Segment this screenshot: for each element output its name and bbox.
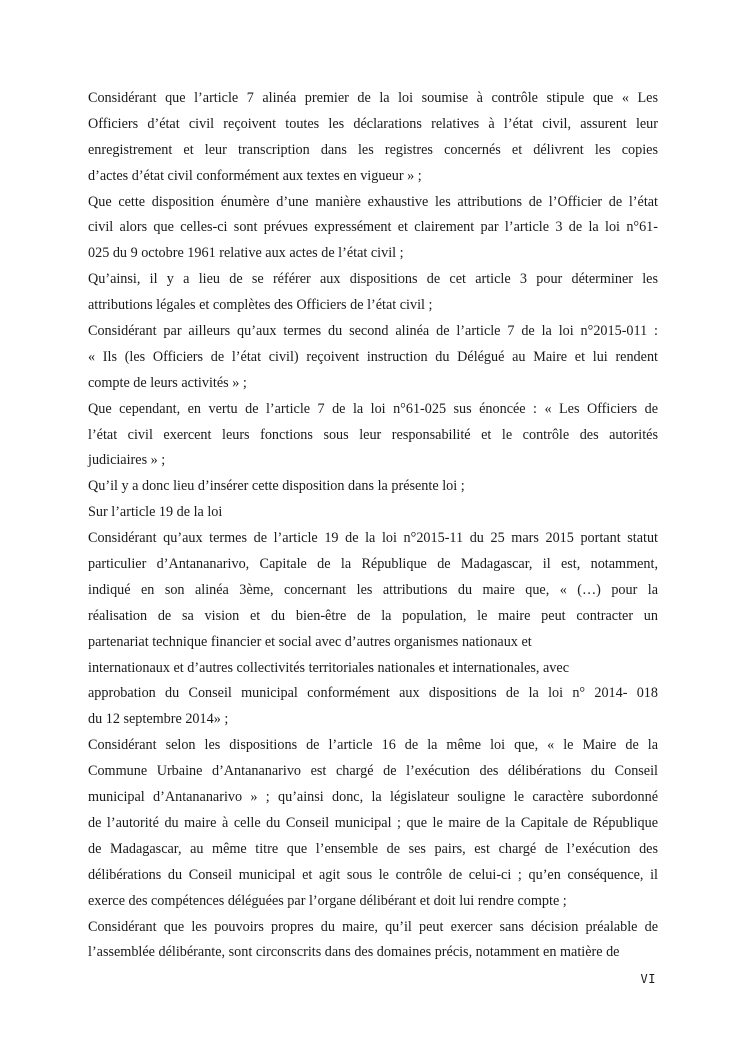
text-line: du 12 septembre 2014» ;	[88, 711, 229, 728]
text-line: Commune Urbaine d’Antananarivo est chargé de l’exécution des délibérations du Conseil	[88, 763, 658, 780]
text-line: l’assemblée délibérante, sont circonscrits dans des domaines précis, notamment en matière de	[88, 944, 620, 961]
text-line: Considérant qu’aux termes de l’article 19 de la loi n°2015-11 du 25 mars 2015 portant statut	[88, 530, 658, 547]
text-line: Que cette disposition énumère d’une manière exhaustive les attributions de l’Officier de l’état	[88, 193, 658, 210]
text-line: d’actes d’état civil conformément aux textes en vigueur » ;	[88, 167, 422, 184]
text-line: Considérant selon les dispositions de l’article 16 de la même loi que, « le Maire de la	[88, 737, 658, 754]
text-line: Considérant que l’article 7 alinéa premier de la loi soumise à contrôle stipule que « Les	[88, 90, 658, 106]
text-line: internationaux et d’autres collectivités territoriales nationales et internationales, avec	[88, 659, 569, 676]
text-line: approbation du Conseil municipal conformément aux dispositions de la loi n° 2014- 018	[88, 685, 658, 702]
text-line: judiciaires » ;	[88, 452, 166, 469]
text-line: Qu’il y a donc lieu d’insérer cette disposition dans la présente loi ;	[88, 478, 465, 495]
text-line: Sur l’article 19 de la loi	[88, 504, 223, 521]
text-line: particulier d’Antananarivo, Capitale de la République de Madagascar, il est, notamment,	[88, 556, 658, 573]
text-line: de l’autorité du maire à celle du Conseil municipal ; que le maire de la Capitale de République	[88, 814, 658, 831]
page-number: VI	[640, 972, 656, 986]
text-line: exerce des compétences déléguées par l’organe délibérant et doit lui rendre compte ;	[88, 892, 567, 909]
text-line: délibérations du Conseil municipal et agit sous le contrôle de celui-ci ; qu’en conséquence, il	[88, 866, 658, 883]
text-line: 025 du 9 octobre 1961 relative aux actes de l’état civil ;	[88, 245, 404, 262]
text-line: attributions légales et complètes des Officiers de l’état civil ;	[88, 297, 433, 314]
text-line: civil alors que celles-ci sont prévues expressément et clairement par l’article 3 de la loi n°61-	[88, 219, 658, 236]
body-text	[88, 86, 658, 966]
text-line: Que cependant, en vertu de l’article 7 de la loi n°61-025 sus énoncée : « Les Officiers de	[88, 400, 658, 417]
text-line: Considérant que les pouvoirs propres du maire, qu’il peut exercer sans décision préalable de	[88, 918, 658, 935]
text-line: partenariat technique financier et social avec d’autres organismes nationaux et	[88, 633, 532, 650]
text-line: indiqué en son alinéa 3ème, concernant les attributions du maire que, « (…) pour la	[88, 581, 658, 598]
text-line: réalisation de sa vision et du bien-être de la population, le maire peut contracter un	[88, 607, 658, 624]
text-line: de Madagascar, au même titre que l’ensemble de ses pairs, est chargé de l’exécution des	[88, 840, 658, 857]
text-line: compte de leurs activités » ;	[88, 374, 247, 391]
text-line: Considérant par ailleurs qu’aux termes du second alinéa de l’article 7 de la loi n°2015-011 :	[88, 323, 658, 340]
text-line: « Ils (les Officiers de l’état civil) reçoivent instruction du Délégué au Maire et lui rendent	[88, 348, 658, 365]
text-line: l’état civil exercent leurs fonctions sous leur responsabilité et le contrôle des autorités	[88, 426, 658, 443]
text-line: enregistrement et leur transcription dans les registres concernés et délivrent les copies	[88, 141, 658, 158]
text-line: municipal d’Antananarivo » ; qu’ainsi donc, la législateur souligne le caractère subordonné	[88, 789, 658, 806]
text-line: Qu’ainsi, il y a lieu de se référer aux dispositions de cet article 3 pour déterminer les	[88, 271, 658, 288]
text-line: Officiers d’état civil reçoivent toutes les déclarations relatives à l’état civil, assurent leur	[88, 115, 658, 132]
